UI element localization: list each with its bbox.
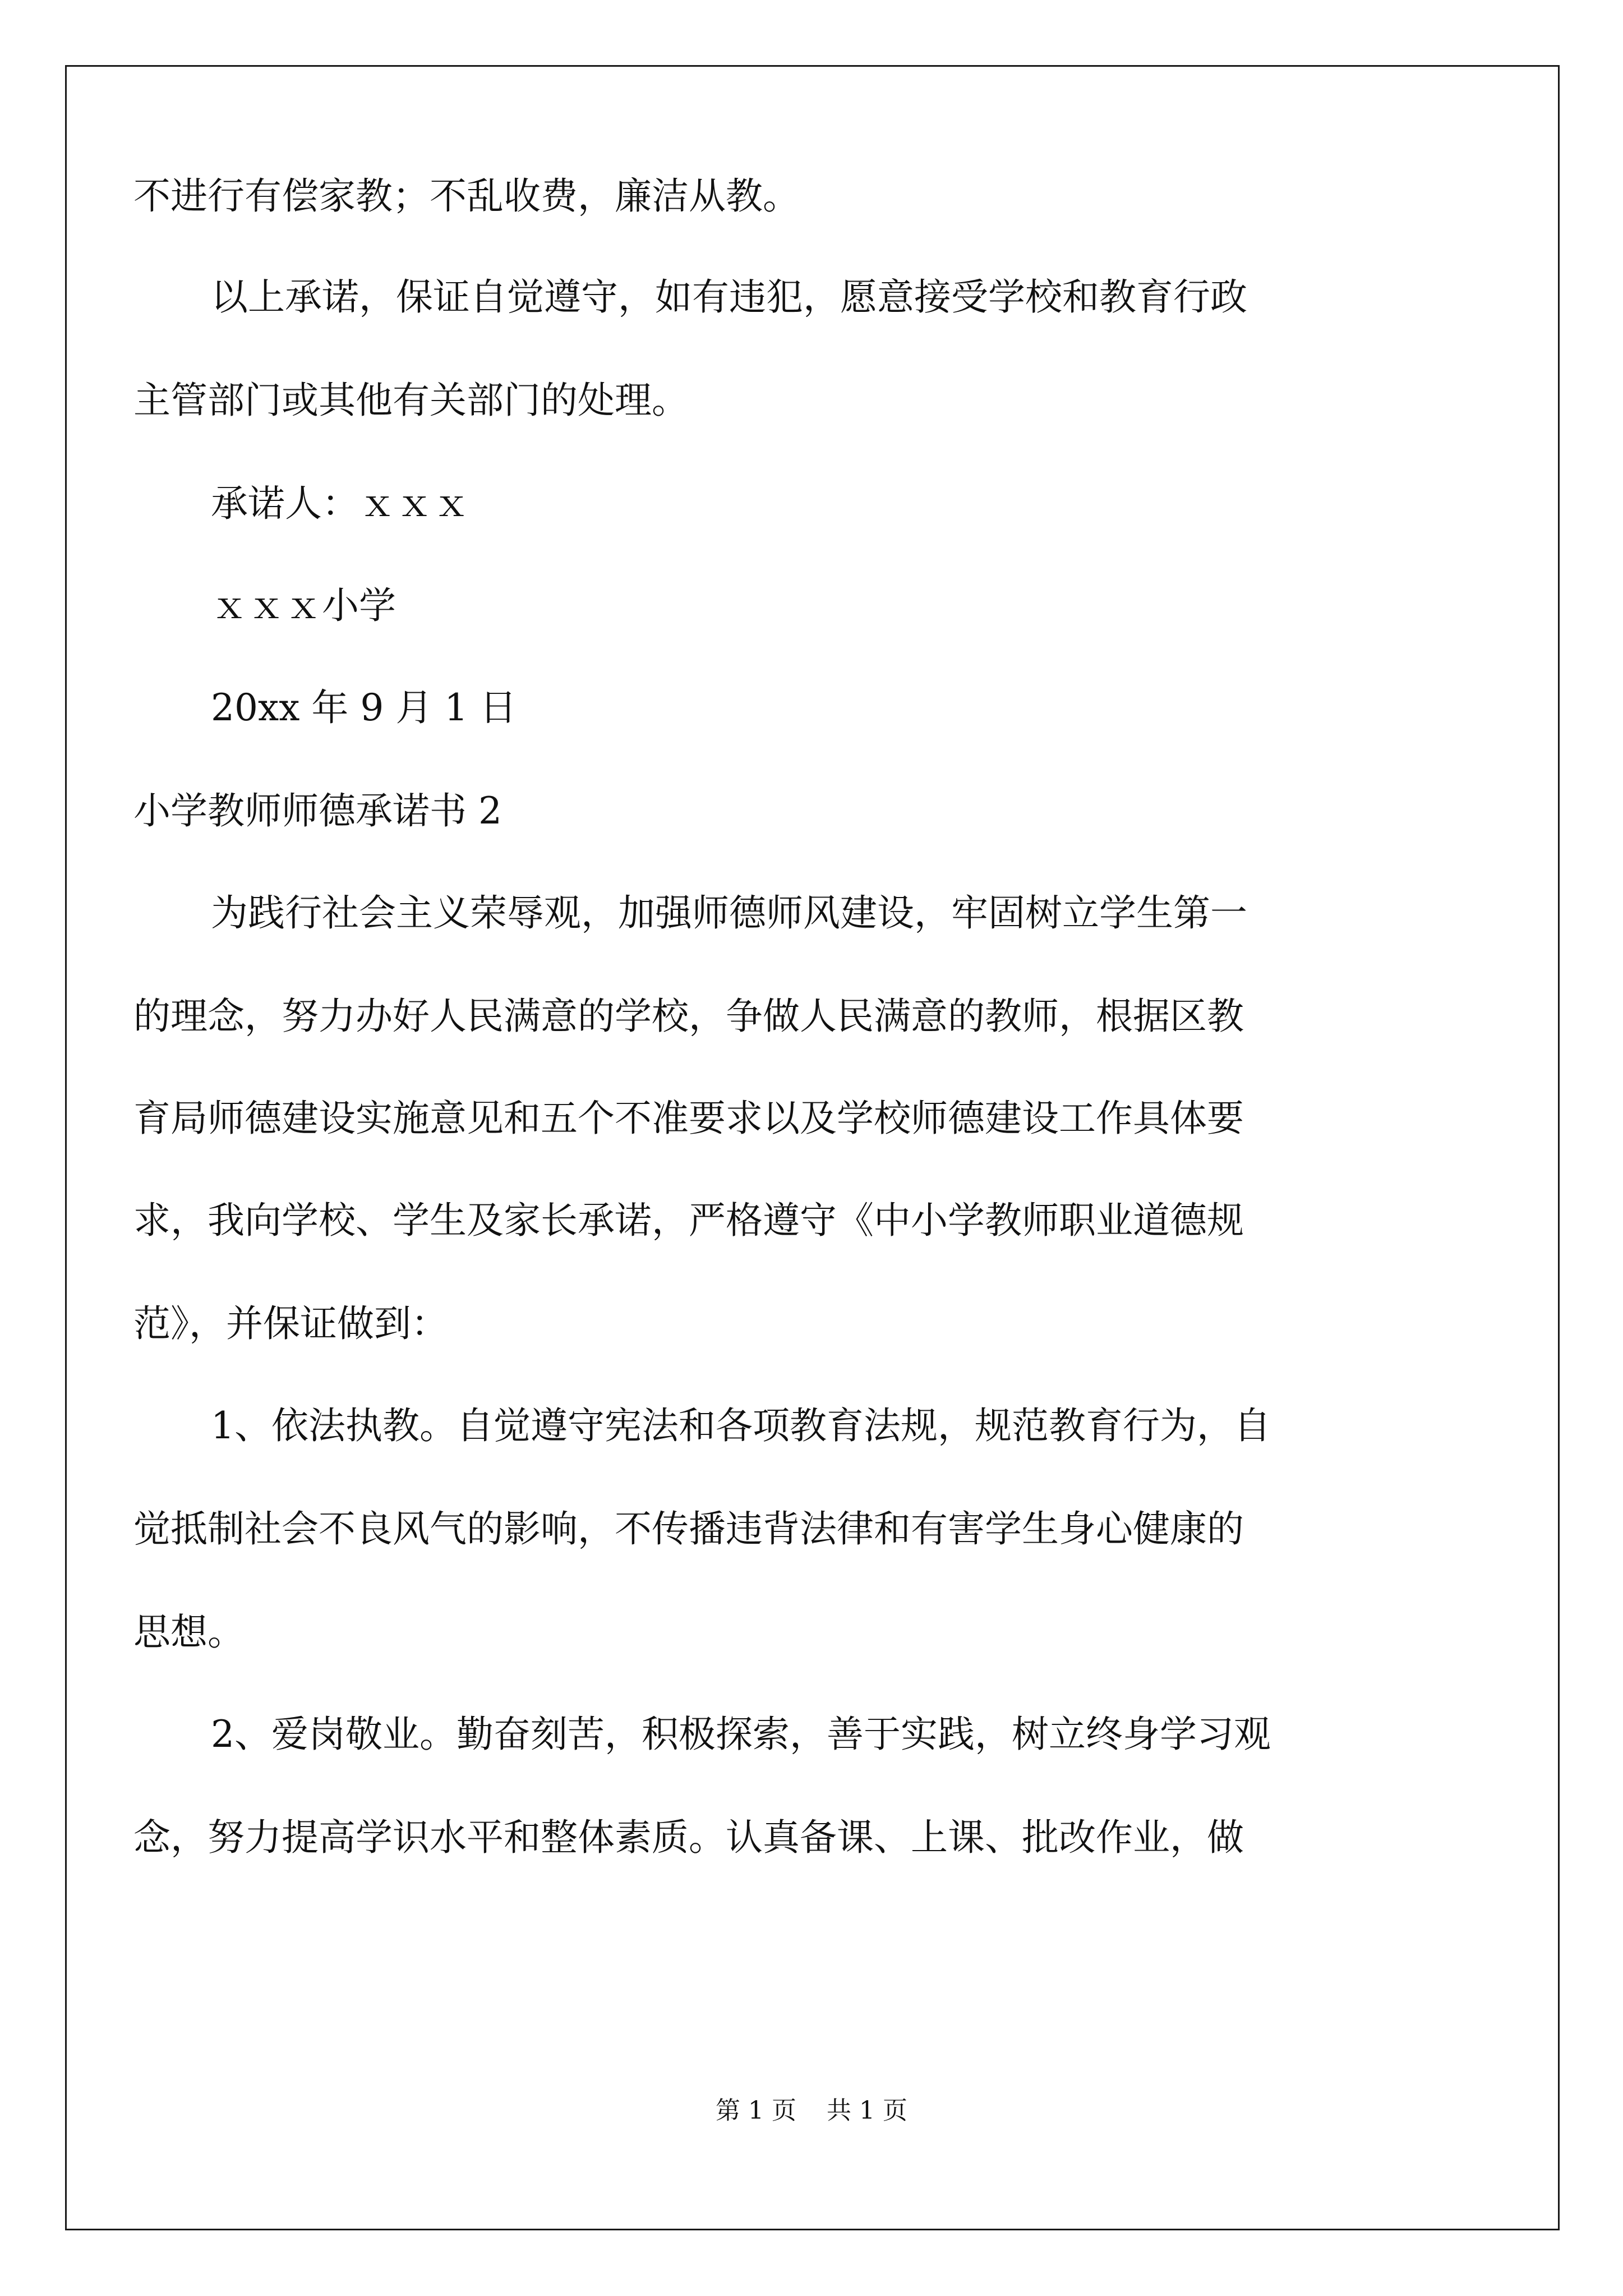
text-line: 范》，并保证做到：: [133, 1302, 448, 1345]
signatory-line: 承诺人：ｘｘｘ: [211, 482, 470, 525]
text-line: 2、爱岗敬业。勤奋刻苦，积极探索，善于实践，树立终身学习观: [211, 1713, 1271, 1756]
text-line: 觉抵制社会不良风气的影响，不传播违背法律和有害学生身心健康的: [133, 1507, 1244, 1550]
text-line: 求，我向学校、学生及家长承诺，严格遵守《中小学教师职业道德规: [133, 1199, 1244, 1242]
text-line: 为践行社会主义荣辱观，加强师德师风建设，牢固树立学生第一: [211, 891, 1247, 935]
date-line: 20xx 年 9 月 1 日: [211, 686, 517, 729]
text-line: 主管部门或其他有关部门的处理。: [133, 379, 689, 422]
text-line: 的理念，努力办好人民满意的学校，争做人民满意的教师，根据区教: [133, 995, 1244, 1038]
page-number: 第 1 页: [716, 2096, 796, 2125]
text-line: 思想。: [133, 1611, 245, 1654]
text-line: 以上承诺，保证自觉遵守，如有违犯，愿意接受学校和教育行政: [211, 275, 1247, 319]
text-line: 1、依法执教。自觉遵守宪法和各项教育法规，规范教育行为，自: [211, 1404, 1271, 1447]
school-name-line: ｘｘｘ小学: [211, 584, 396, 627]
text-line: 念，努力提高学识水平和整体素质。认真备课、上课、批改作业，做: [133, 1816, 1244, 1859]
page-footer: [0, 2090, 1623, 2126]
text-line: 育局师德建设实施意见和五个不准要求以及学校师德建设工作具体要: [133, 1097, 1244, 1140]
text-line: 不进行有偿家教；不乱收费，廉洁从教。: [133, 174, 800, 218]
page-total: 共 1 页: [827, 2096, 907, 2125]
section-title: 小学教师师德承诺书 2: [133, 789, 502, 832]
